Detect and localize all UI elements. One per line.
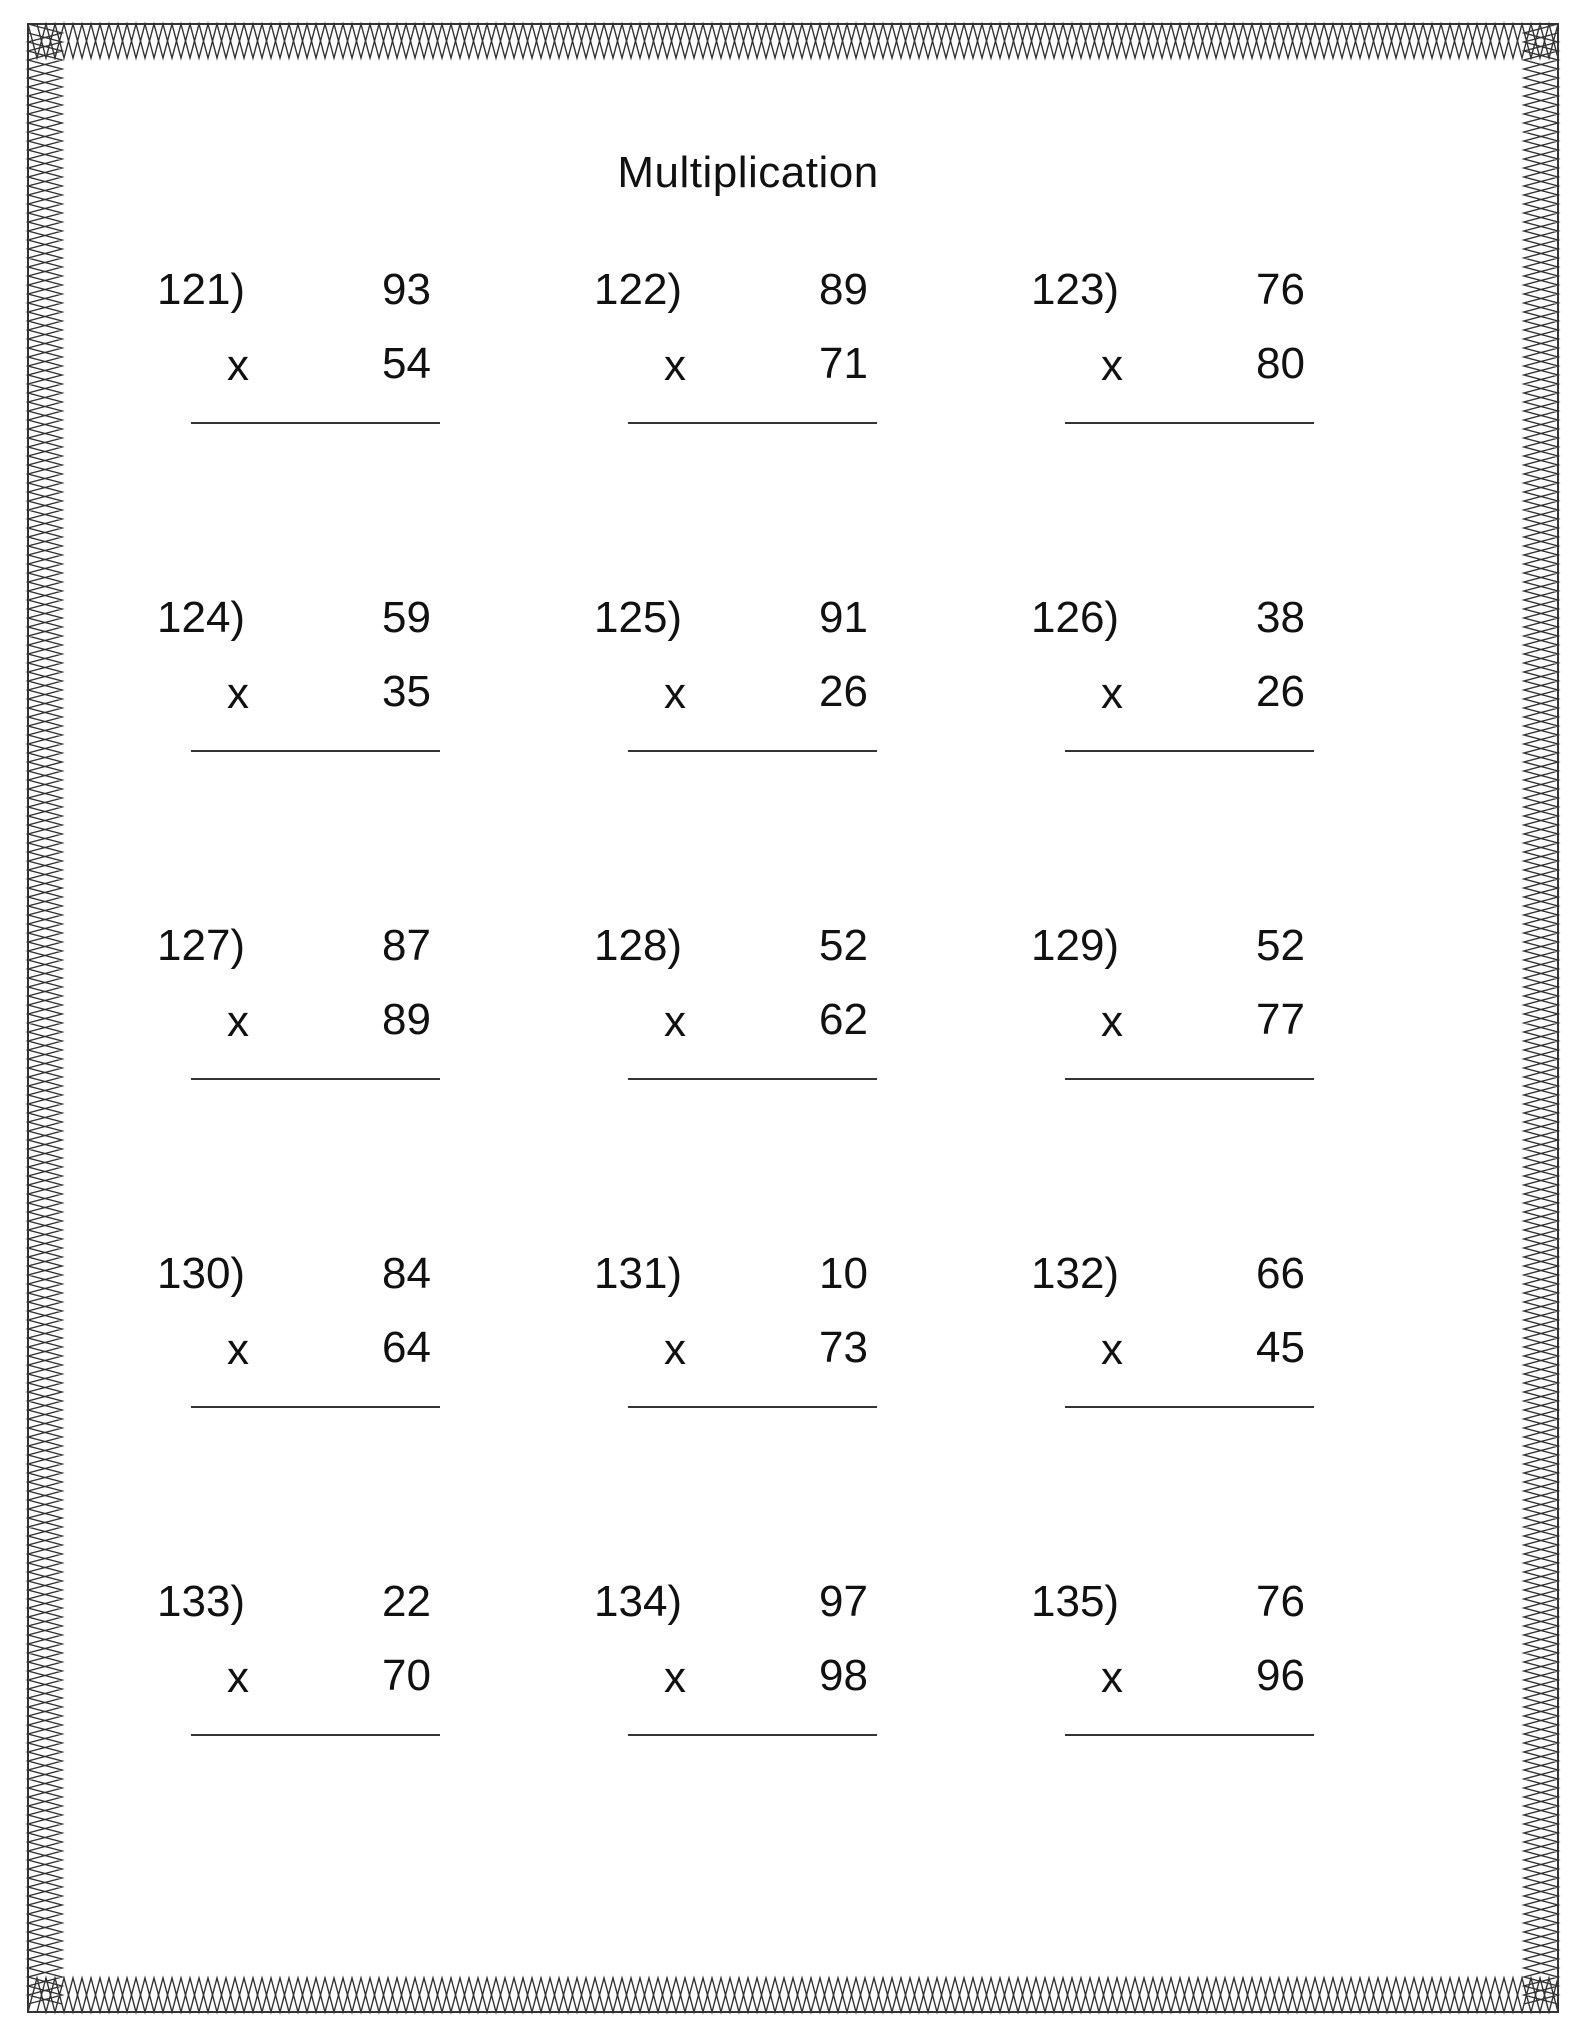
problem-128 — [594, 920, 894, 1120]
multiplicand: 84 — [382, 1249, 431, 1298]
problem-number: 127) — [157, 921, 246, 970]
multiplier: 54 — [382, 339, 431, 388]
answer-line — [1065, 1406, 1314, 1408]
multiplicand: 38 — [1256, 593, 1305, 642]
answer-line — [1065, 1734, 1314, 1736]
multiplier: 71 — [819, 339, 868, 388]
problem-125 — [594, 592, 894, 792]
answer-line — [628, 750, 877, 752]
problem-number: 131) — [594, 1249, 683, 1298]
problem-122 — [594, 264, 894, 464]
page-title: Multiplication — [617, 148, 879, 197]
problem-number: 129) — [1031, 921, 1120, 970]
multiplicand: 59 — [382, 593, 431, 642]
problem-127 — [157, 920, 457, 1120]
problem-124 — [157, 592, 457, 792]
multiply-sign: x — [227, 341, 249, 390]
answer-line — [191, 750, 440, 752]
multiplicand: 52 — [819, 921, 868, 970]
multiply-sign: x — [1101, 1325, 1123, 1374]
multiplier: 70 — [382, 1651, 431, 1700]
answer-line — [191, 1406, 440, 1408]
multiply-sign: x — [227, 669, 249, 718]
problem-number: 126) — [1031, 593, 1120, 642]
multiply-sign: x — [1101, 997, 1123, 1046]
multiplier: 96 — [1256, 1651, 1305, 1700]
problem-number: 128) — [594, 921, 683, 970]
answer-line — [191, 1078, 440, 1080]
multiplicand: 22 — [382, 1577, 431, 1626]
problem-130 — [157, 1248, 457, 1448]
problem-126 — [1031, 592, 1331, 792]
multiplicand: 76 — [1256, 1577, 1305, 1626]
answer-line — [1065, 1078, 1314, 1080]
answer-line — [1065, 750, 1314, 752]
problem-number: 123) — [1031, 265, 1120, 314]
problem-number: 124) — [157, 593, 246, 642]
multiply-sign: x — [227, 997, 249, 1046]
problem-number: 132) — [1031, 1249, 1120, 1298]
problem-134 — [594, 1576, 894, 1776]
problem-number: 134) — [594, 1577, 683, 1626]
problem-number: 135) — [1031, 1577, 1120, 1626]
multiply-sign: x — [664, 1653, 686, 1702]
problem-135 — [1031, 1576, 1331, 1776]
multiplier: 64 — [382, 1323, 431, 1372]
multiply-sign: x — [664, 1325, 686, 1374]
answer-line — [628, 1734, 877, 1736]
multiply-sign: x — [1101, 669, 1123, 718]
problem-123 — [1031, 264, 1331, 464]
multiplicand: 52 — [1256, 921, 1305, 970]
multiply-sign: x — [227, 1653, 249, 1702]
multiply-sign: x — [664, 669, 686, 718]
answer-line — [191, 422, 440, 424]
multiplier: 26 — [1256, 667, 1305, 716]
multiply-sign: x — [1101, 341, 1123, 390]
multiplicand: 97 — [819, 1577, 868, 1626]
multiplier: 26 — [819, 667, 868, 716]
problem-133 — [157, 1576, 457, 1776]
answer-line — [1065, 422, 1314, 424]
multiplier: 35 — [382, 667, 431, 716]
multiplier: 45 — [1256, 1323, 1305, 1372]
multiplicand: 87 — [382, 921, 431, 970]
problem-131 — [594, 1248, 894, 1448]
multiplier: 80 — [1256, 339, 1305, 388]
multiplicand: 89 — [819, 265, 868, 314]
multiplier: 73 — [819, 1323, 868, 1372]
multiplicand: 76 — [1256, 265, 1305, 314]
answer-line — [628, 1078, 877, 1080]
answer-line — [628, 1406, 877, 1408]
problem-132 — [1031, 1248, 1331, 1448]
multiplicand: 93 — [382, 265, 431, 314]
problem-number: 122) — [594, 265, 683, 314]
multiply-sign: x — [1101, 1653, 1123, 1702]
multiplier: 62 — [819, 995, 868, 1044]
problem-129 — [1031, 920, 1331, 1120]
problem-number: 121) — [157, 265, 246, 314]
multiply-sign: x — [227, 1325, 249, 1374]
problem-number: 125) — [594, 593, 683, 642]
multiply-sign: x — [664, 997, 686, 1046]
multiplier: 77 — [1256, 995, 1305, 1044]
problem-121 — [157, 264, 457, 464]
multiply-sign: x — [664, 341, 686, 390]
multiplicand: 10 — [819, 1249, 868, 1298]
multiplier: 98 — [819, 1651, 868, 1700]
problem-number: 133) — [157, 1577, 246, 1626]
answer-line — [191, 1734, 440, 1736]
answer-line — [628, 422, 877, 424]
multiplier: 89 — [382, 995, 431, 1044]
multiplicand: 66 — [1256, 1249, 1305, 1298]
problem-number: 130) — [157, 1249, 246, 1298]
multiplicand: 91 — [819, 593, 868, 642]
